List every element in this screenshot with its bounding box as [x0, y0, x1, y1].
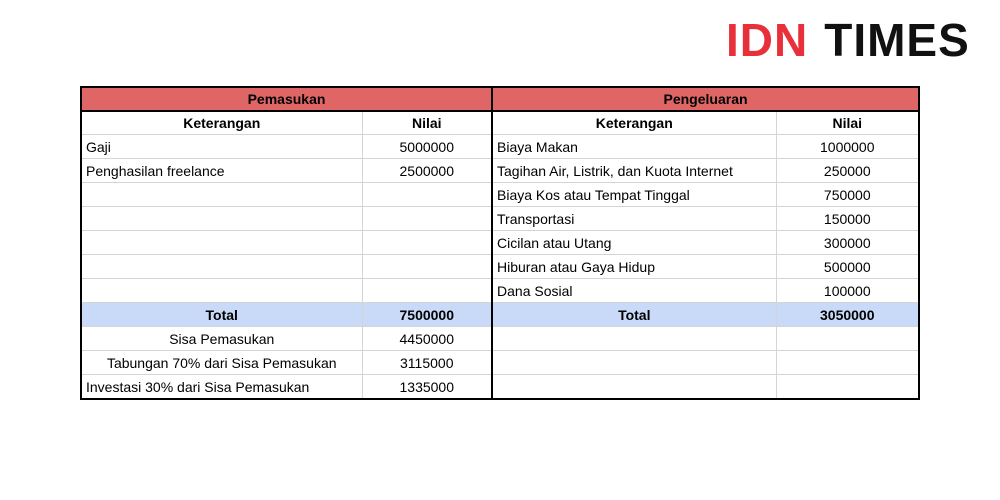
total-row	[81, 303, 919, 327]
income-value-cell: 5000000	[362, 135, 492, 159]
income-desc-cell: Penghasilan freelance	[81, 159, 362, 183]
income-value-cell: 2500000	[362, 159, 492, 183]
income-value-cell	[362, 183, 492, 207]
empty-cell	[492, 375, 776, 400]
income-value-cell	[362, 279, 492, 303]
empty-cell	[776, 327, 919, 351]
savings-value: 3115000	[362, 351, 492, 375]
investment-value: 1335000	[362, 375, 492, 400]
expense-desc-cell: Cicilan atau Utang	[492, 231, 776, 255]
income-section-title: Pemasukan	[81, 87, 492, 111]
expense-value-cell: 750000	[776, 183, 919, 207]
expense-value-cell: 100000	[776, 279, 919, 303]
income-value-cell	[362, 207, 492, 231]
expense-total-value: 3050000	[776, 303, 919, 327]
income-col-value: Nilai	[362, 111, 492, 135]
expense-col-value: Nilai	[776, 111, 919, 135]
expense-value-cell: 150000	[776, 207, 919, 231]
investment-label: Investasi 30% dari Sisa Pemasukan	[81, 375, 362, 400]
expense-desc-cell: Transportasi	[492, 207, 776, 231]
income-col-desc: Keterangan	[81, 111, 362, 135]
table-row	[81, 231, 919, 255]
logo-part-idn: IDN	[726, 14, 809, 66]
savings-label: Tabungan 70% dari Sisa Pemasukan	[81, 351, 362, 375]
empty-cell	[492, 327, 776, 351]
expense-total-label: Total	[492, 303, 776, 327]
income-desc-cell	[81, 207, 362, 231]
expense-desc-cell: Dana Sosial	[492, 279, 776, 303]
expense-desc-cell: Biaya Makan	[492, 135, 776, 159]
table-row	[81, 159, 919, 183]
expense-desc-cell: Tagihan Air, Listrik, dan Kuota Internet	[492, 159, 776, 183]
income-desc-cell: Gaji	[81, 135, 362, 159]
empty-cell	[492, 351, 776, 375]
table-row	[81, 207, 919, 231]
remaining-income-label: Sisa Pemasukan	[81, 327, 362, 351]
section-header-row	[81, 87, 919, 111]
income-total-label: Total	[81, 303, 362, 327]
expense-col-desc: Keterangan	[492, 111, 776, 135]
table-row	[81, 375, 919, 400]
expense-value-cell: 300000	[776, 231, 919, 255]
income-value-cell	[362, 231, 492, 255]
income-desc-cell	[81, 255, 362, 279]
expense-section-title: Pengeluaran	[492, 87, 919, 111]
empty-cell	[776, 375, 919, 400]
remaining-income-value: 4450000	[362, 327, 492, 351]
logo-part-times: TIMES	[824, 14, 970, 66]
empty-cell	[776, 351, 919, 375]
expense-value-cell: 1000000	[776, 135, 919, 159]
expense-desc-cell: Biaya Kos atau Tempat Tinggal	[492, 183, 776, 207]
income-value-cell	[362, 255, 492, 279]
income-desc-cell	[81, 183, 362, 207]
table-row	[81, 255, 919, 279]
column-header-row	[81, 111, 919, 135]
expense-value-cell: 250000	[776, 159, 919, 183]
expense-desc-cell: Hiburan atau Gaya Hidup	[492, 255, 776, 279]
table-row	[81, 351, 919, 375]
idn-times-logo	[726, 12, 970, 68]
income-total-value: 7500000	[362, 303, 492, 327]
expense-value-cell: 500000	[776, 255, 919, 279]
table-row	[81, 183, 919, 207]
income-desc-cell	[81, 279, 362, 303]
table-row	[81, 279, 919, 303]
table-row	[81, 135, 919, 159]
budget-table	[80, 86, 920, 400]
table-row	[81, 327, 919, 351]
income-desc-cell	[81, 231, 362, 255]
